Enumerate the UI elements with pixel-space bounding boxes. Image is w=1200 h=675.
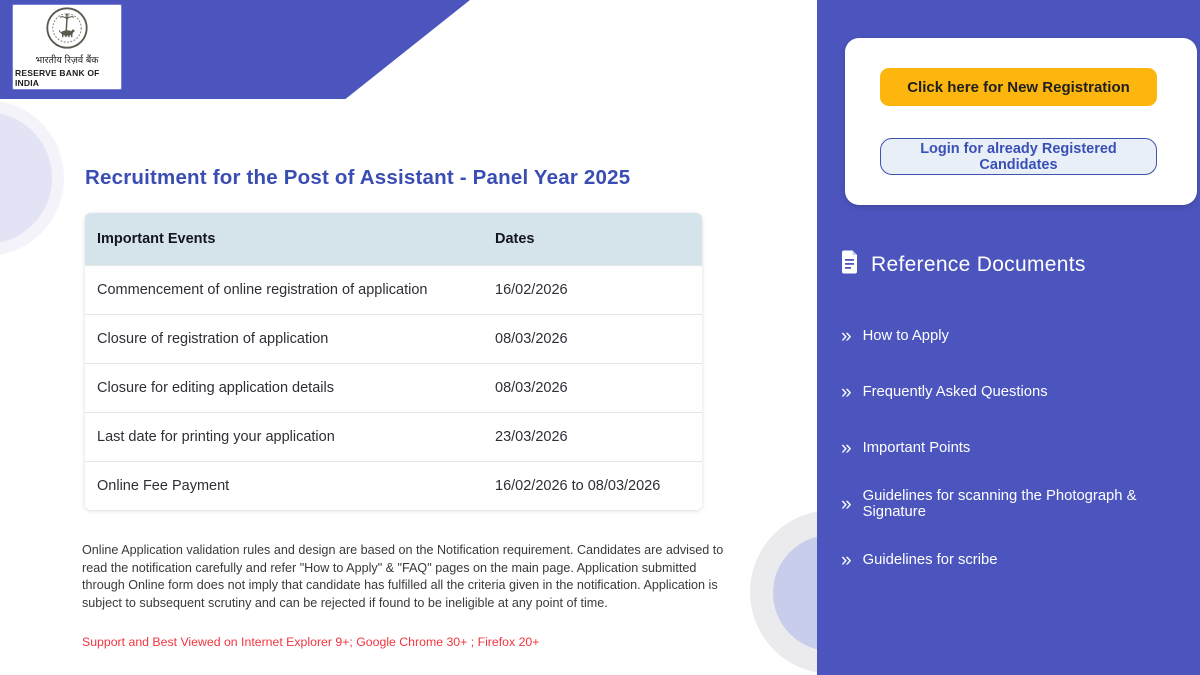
event-date: 16/02/2026	[495, 282, 568, 298]
reference-links	[841, 308, 1200, 588]
chevron-double-icon: »	[841, 549, 850, 571]
rbi-name-english: RESERVE BANK OF INDIA	[15, 67, 100, 88]
link-label: How to Apply	[862, 328, 949, 344]
auth-card	[845, 38, 1197, 205]
table-row	[85, 412, 702, 461]
new-registration-button[interactable]: Click here for New Registration	[880, 68, 1157, 106]
column-header-events: Important Events	[97, 231, 216, 247]
chevron-double-icon: »	[841, 493, 850, 515]
event-date: 08/03/2026	[495, 380, 568, 396]
document-icon	[840, 250, 859, 279]
rbi-name-hindi: भारतीय रिज़र्व बैंक	[35, 55, 99, 67]
rbi-logo	[12, 4, 122, 90]
link-important-points[interactable]	[841, 420, 1200, 476]
link-scanning-guidelines[interactable]	[841, 476, 1200, 532]
chevron-double-icon: »	[841, 325, 850, 347]
link-how-to-apply[interactable]	[841, 308, 1200, 364]
table-row	[85, 363, 702, 412]
link-label: Important Points	[862, 440, 971, 456]
page-title: Recruitment for the Post of Assistant - Panel Year 2025	[85, 166, 631, 189]
event-name: Last date for printing your application	[97, 429, 335, 445]
link-label: Guidelines for scribe	[862, 552, 998, 568]
column-header-dates: Dates	[495, 231, 535, 247]
link-label: Frequently Asked Questions	[862, 384, 1048, 400]
browser-support-note: Support and Best Viewed on Internet Explorer 9+; Google Chrome 30+ ; Firefox 20+	[82, 635, 540, 649]
link-faq[interactable]	[841, 364, 1200, 420]
login-button[interactable]: Login for already Registered Candidates	[880, 138, 1157, 175]
rbi-seal-icon	[45, 6, 89, 55]
event-name: Closure for editing application details	[97, 380, 334, 396]
event-name: Commencement of online registration of application	[97, 282, 428, 298]
chevron-double-icon: »	[841, 437, 850, 459]
disclaimer-text: Online Application validation rules and design are based on the Notification requirement. Candidates are advised to read the notification carefully and refer "How to Apply" & "FAQ" pages on the main page. Application submitted through Online form does not imply that candidate has fulfilled all the criteria given in the notification. Application is subject to subsequent scrutiny and can be rejected if found to be ineligible at any point of time.	[82, 543, 724, 610]
table-row	[85, 265, 702, 314]
link-scribe-guidelines[interactable]	[841, 532, 1200, 588]
event-date: 08/03/2026	[495, 331, 568, 347]
event-name: Closure of registration of application	[97, 331, 329, 347]
event-date: 16/02/2026 to 08/03/2026	[495, 478, 661, 494]
reference-documents-title: Reference Documents	[871, 252, 1086, 276]
link-label: Guidelines for scanning the Photograph & Signature	[862, 488, 1137, 520]
chevron-double-icon: »	[841, 381, 850, 403]
table-row	[85, 461, 702, 510]
table-row	[85, 314, 702, 363]
event-date: 23/03/2026	[495, 429, 568, 445]
sidebar	[817, 0, 1200, 675]
event-name: Online Fee Payment	[97, 478, 230, 494]
reference-documents-header	[840, 250, 1086, 279]
important-events-table	[85, 213, 702, 510]
table-header-row	[85, 213, 702, 265]
